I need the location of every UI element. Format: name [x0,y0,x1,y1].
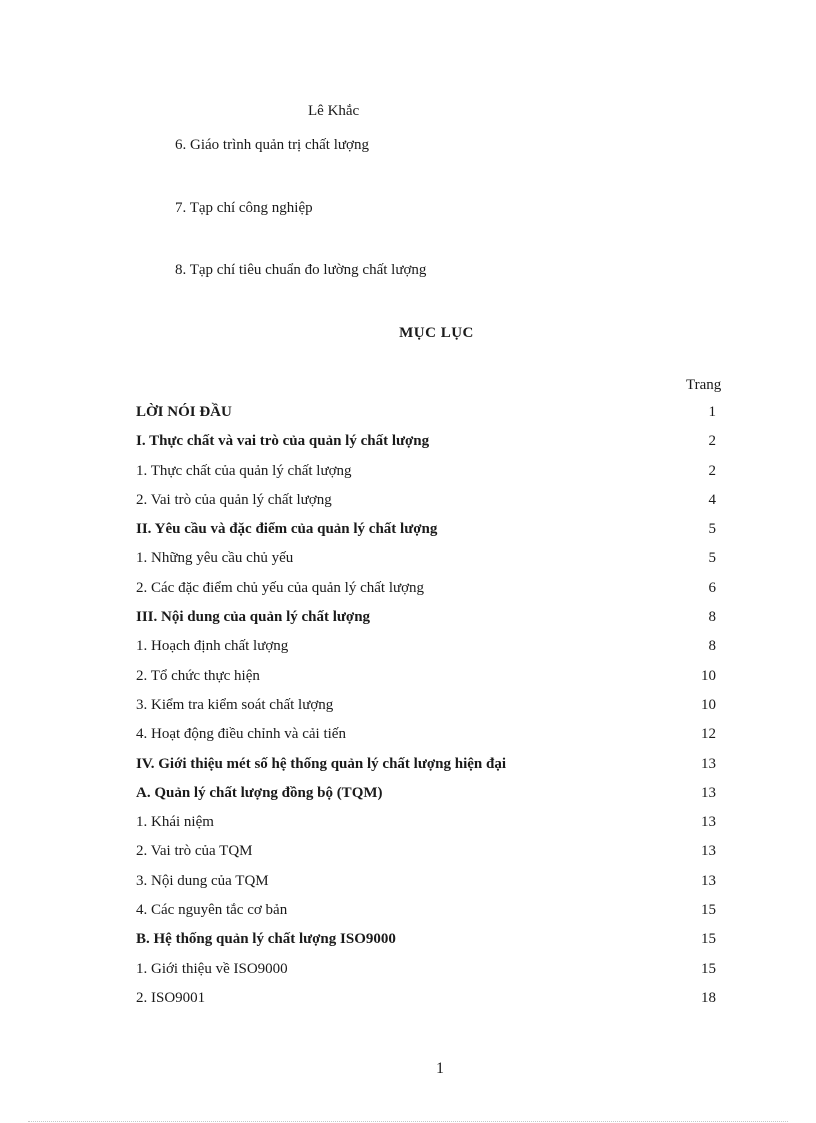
toc-entry [136,961,716,990]
toc-entry-page: 1 [708,404,716,420]
toc-entry-title: 1. Hoạch định chất lượng [136,638,289,655]
toc-entry [136,433,716,462]
toc-entry [136,521,716,550]
toc-entry-title: LỜI NÓI ĐẦU [136,404,232,420]
toc-entry [136,902,716,931]
toc-entry-page: 8 [708,638,716,655]
toc-entry [136,931,716,960]
toc-entry-title: 2. ISO9001 [136,989,206,1006]
page-bottom-divider [28,1121,788,1122]
toc-entry [136,990,716,1019]
toc-entry [136,697,716,726]
toc-entry-title: 1. Giới thiệu về ISO9000 [136,960,288,977]
toc-entry [136,843,716,872]
toc-entry [136,668,716,697]
toc-entry-page: 15 [701,931,716,948]
toc-entry-title: 1. Thực chất của quản lý chất lượng [136,462,352,479]
toc-entry-page: 8 [708,609,716,626]
toc-entry [136,785,716,814]
toc-entry-page: 13 [701,843,716,860]
toc-entry-page: 18 [701,989,716,1006]
toc-entry [136,873,716,902]
toc-entry [136,463,716,492]
toc-entry-title: 4. Hoạt động điều chỉnh và cải tiến [136,726,346,743]
toc-entry-title: 2. Vai trò của quản lý chất lượng [136,491,332,508]
toc-entry-page: 6 [708,579,716,596]
page-number: 1 [436,1060,444,1077]
toc-entry-title: 1. Những yêu cầu chủ yếu [136,550,294,567]
toc-entry-title: 4. Các nguyên tắc cơ bản [136,902,288,919]
author-name: Lê Khắc [308,103,360,119]
toc-entry-page: 10 [701,667,716,684]
toc-entry-title: 3. Kiểm tra kiểm soát chất lượng [136,696,334,713]
reference-item: 8. Tạp chí tiêu chuẩn đo lường chất lượng [175,262,427,278]
toc-entry-title: B. Hệ thống quản lý chất lượng ISO9000 [136,931,396,948]
toc-entry [136,550,716,579]
toc-entry-title: 2. Các đặc điểm chủ yếu của quản lý chất lượng [136,579,425,596]
toc-entry-page: 2 [708,433,716,450]
reference-item: 7. Tạp chí công nghiệp [175,200,313,216]
toc-entry-title: IV. Giới thiệu mét số hệ thống quản lý chất lượng hiện đại [136,755,506,772]
toc-entry-page: 5 [708,521,716,538]
toc-entry-title: 2. Tổ chức thực hiện [136,667,260,684]
toc-entry-page: 15 [701,902,716,919]
toc-entry-title: I. Thực chất và vai trò của quản lý chất lượng [136,433,430,450]
toc-entry-title: II. Yêu cầu và đặc điểm của quản lý chất lượng [136,521,438,538]
toc-entry [136,638,716,667]
toc-entry-page: 2 [708,462,716,479]
toc-entry-title: III. Nội dung của quản lý chất lượng [136,609,371,626]
toc-entry-title: 1. Khái niệm [136,814,214,831]
toc-entry-page: 13 [701,784,716,801]
toc-title: MỤC LỤC [399,325,474,341]
toc-entry-page: 13 [701,814,716,831]
toc-entry-page: 5 [708,550,716,567]
toc-entry [136,814,716,843]
toc-entry-title: A. Quản lý chất lượng đồng bộ (TQM) [136,784,383,801]
toc-entry-page: 13 [701,872,716,889]
toc-entry-page: 12 [701,726,716,743]
table-of-contents [136,404,716,1019]
toc-entry [136,580,716,609]
toc-entry-page: 13 [701,755,716,772]
toc-entry [136,492,716,521]
toc-entry [136,609,716,638]
toc-entry [136,404,716,433]
reference-item: 6. Giáo trình quản trị chất lượng [175,137,369,153]
toc-page-header: Trang [686,377,722,393]
toc-entry-title: 3. Nội dung của TQM [136,872,269,889]
toc-entry [136,726,716,755]
toc-entry-title: 2. Vai trò của TQM [136,843,253,860]
toc-entry-page: 10 [701,696,716,713]
toc-entry [136,756,716,785]
toc-entry-page: 15 [701,960,716,977]
toc-entry-page: 4 [708,491,716,508]
